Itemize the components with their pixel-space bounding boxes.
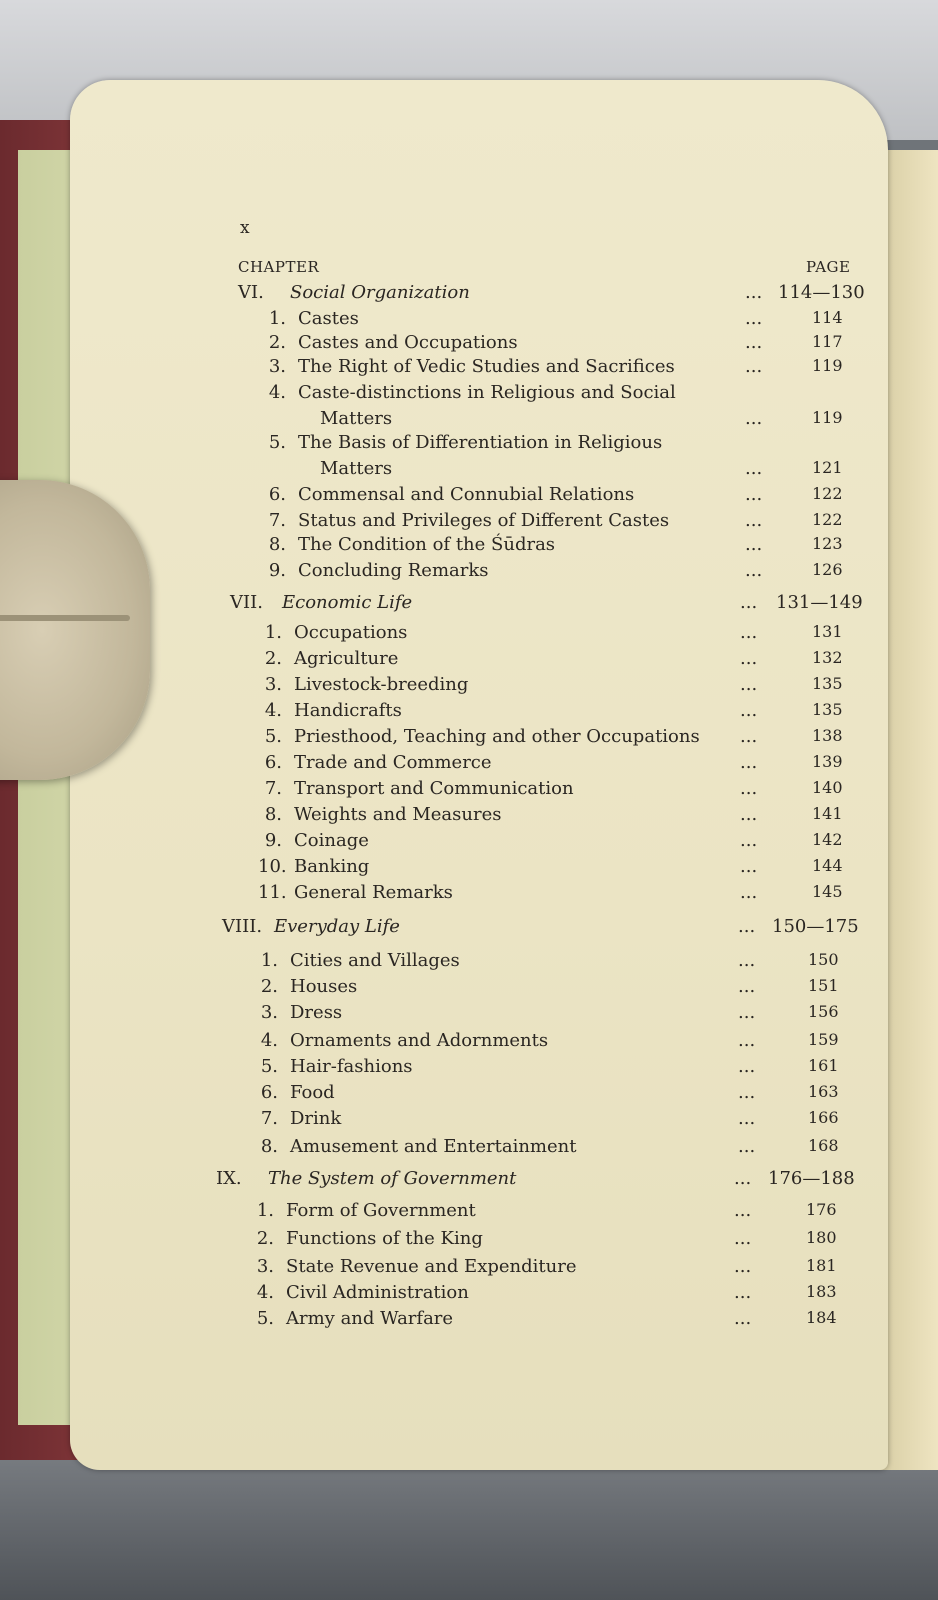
entry-page: 156 xyxy=(808,1002,839,1021)
entry-page: 142 xyxy=(812,830,843,849)
entry-page: 119 xyxy=(812,408,843,427)
entry-page: 166 xyxy=(808,1108,839,1127)
leader-dots: ... xyxy=(745,510,763,531)
entry-title: Concluding Remarks xyxy=(298,560,489,581)
leader-dots: ... xyxy=(740,726,758,747)
entry-number: 10. xyxy=(258,856,287,877)
entry-page: 140 xyxy=(812,778,843,797)
entry-number: 7. xyxy=(264,778,282,799)
chapter-title: Social Organization xyxy=(290,282,470,303)
entry-title: The Basis of Differentiation in Religious xyxy=(298,432,663,453)
entry-number: 2. xyxy=(268,332,286,353)
entry-page: 131 xyxy=(812,622,843,641)
chapter-number: VIII. xyxy=(222,916,263,937)
leader-dots: ... xyxy=(738,1136,756,1157)
entry-page: 145 xyxy=(812,882,843,901)
entry-page: 122 xyxy=(812,484,843,503)
entry-title-continued: Matters xyxy=(320,458,393,479)
entry-number: 3. xyxy=(268,356,286,377)
entry-page: 159 xyxy=(808,1030,839,1049)
page-column-header: PAGE xyxy=(806,258,851,276)
entry-page: 132 xyxy=(812,648,843,667)
entry-number: 11. xyxy=(258,882,287,903)
entry-page: 117 xyxy=(812,332,843,351)
leader-dots: ... xyxy=(740,752,758,773)
entry-page: 141 xyxy=(812,804,843,823)
leader-dots: ... xyxy=(734,1200,752,1221)
entry-number: 1. xyxy=(260,950,278,971)
entry-title: Hair-fashions xyxy=(290,1056,413,1077)
entry-number: 7. xyxy=(268,510,286,531)
leader-dots: ... xyxy=(738,1002,756,1023)
entry-page: 122 xyxy=(812,510,843,529)
leader-dots: ... xyxy=(745,332,763,353)
entry-title: The Condition of the Śūdras xyxy=(298,534,556,555)
chapter-page-range: 114—130 xyxy=(778,282,865,303)
chapter-page-range: 176—188 xyxy=(768,1168,855,1189)
chapter-title: The System of Government xyxy=(268,1168,517,1189)
entry-number: 9. xyxy=(264,830,282,851)
entry-title: Houses xyxy=(290,976,358,997)
entry-title: Drink xyxy=(290,1108,342,1129)
entry-title: Weights and Measures xyxy=(294,804,502,825)
leader-dots: ... xyxy=(740,592,758,613)
chapter-number: VII. xyxy=(230,592,263,613)
entry-page: 135 xyxy=(812,700,843,719)
entry-page: 138 xyxy=(812,726,843,745)
entry-page: 163 xyxy=(808,1082,839,1101)
entry-number: 7. xyxy=(260,1108,278,1129)
entry-title: Priesthood, Teaching and other Occupations xyxy=(294,726,700,747)
leader-dots: ... xyxy=(745,484,763,505)
entry-title: Food xyxy=(290,1082,335,1103)
leader-dots: ... xyxy=(740,700,758,721)
entry-page: 151 xyxy=(808,976,839,995)
entry-number: 4. xyxy=(268,382,286,403)
chapter-page-range: 150—175 xyxy=(772,916,859,937)
entry-number: 5. xyxy=(260,1056,278,1077)
leader-dots: ... xyxy=(740,856,758,877)
entry-number: 2. xyxy=(256,1228,274,1249)
entry-number: 3. xyxy=(256,1256,274,1277)
entry-title: Amusement and Entertainment xyxy=(290,1136,577,1157)
entry-number: 6. xyxy=(268,484,286,505)
entry-page: 150 xyxy=(808,950,839,969)
entry-title: Army and Warfare xyxy=(286,1308,454,1329)
leader-dots: ... xyxy=(740,804,758,825)
page-folio: x xyxy=(240,218,250,238)
entry-number: 8. xyxy=(264,804,282,825)
entry-title: Status and Privileges of Different Castes xyxy=(298,510,670,531)
entry-title: Castes xyxy=(298,308,359,329)
entry-number: 2. xyxy=(260,976,278,997)
leader-dots: ... xyxy=(745,356,763,377)
entry-title: Livestock-breeding xyxy=(294,674,469,695)
entry-title: Occupations xyxy=(294,622,408,643)
leader-dots: ... xyxy=(745,282,763,303)
entry-number: 4. xyxy=(260,1030,278,1051)
entry-page: 123 xyxy=(812,534,843,553)
leader-dots: ... xyxy=(738,1082,756,1103)
entry-number: 9. xyxy=(268,560,286,581)
entry-number: 1. xyxy=(256,1200,274,1221)
entry-page: 135 xyxy=(812,674,843,693)
entry-number: 1. xyxy=(264,622,282,643)
entry-number: 8. xyxy=(260,1136,278,1157)
entry-number: 5. xyxy=(268,432,286,453)
entry-number: 2. xyxy=(264,648,282,669)
holding-thumb xyxy=(0,480,150,780)
entry-title: Trade and Commerce xyxy=(294,752,492,773)
entry-title: Civil Administration xyxy=(286,1282,469,1303)
chapter-number: VI. xyxy=(238,282,264,303)
entry-number: 4. xyxy=(264,700,282,721)
leader-dots: ... xyxy=(740,622,758,643)
entry-title: Form of Government xyxy=(286,1200,476,1221)
leader-dots: ... xyxy=(740,674,758,695)
leader-dots: ... xyxy=(738,1030,756,1051)
leader-dots: ... xyxy=(734,1228,752,1249)
entry-title: Commensal and Connubial Relations xyxy=(298,484,635,505)
entry-title: Castes and Occupations xyxy=(298,332,518,353)
entry-title: Handicrafts xyxy=(294,700,402,721)
entry-number: 1. xyxy=(268,308,286,329)
entry-page: 184 xyxy=(806,1308,837,1327)
leader-dots: ... xyxy=(740,648,758,669)
entry-page: 183 xyxy=(806,1282,837,1301)
leader-dots: ... xyxy=(734,1308,752,1329)
leader-dots: ... xyxy=(738,916,756,937)
entry-title: Agriculture xyxy=(294,648,399,669)
entry-page: 176 xyxy=(806,1200,837,1219)
chapter-column-header: CHAPTER xyxy=(238,258,320,276)
page-edge-right xyxy=(880,150,938,1470)
leader-dots: ... xyxy=(745,458,763,479)
chapter-page-range: 131—149 xyxy=(776,592,863,613)
chapter-number: IX. xyxy=(216,1168,242,1189)
leader-dots: ... xyxy=(734,1256,752,1277)
entry-title: Cities and Villages xyxy=(290,950,460,971)
leader-dots: ... xyxy=(740,830,758,851)
entry-title: Ornaments and Adornments xyxy=(290,1030,549,1051)
entry-number: 5. xyxy=(264,726,282,747)
entry-page: 119 xyxy=(812,356,843,375)
entry-page: 181 xyxy=(806,1256,837,1275)
entry-title-continued: Matters xyxy=(320,408,393,429)
entry-number: 6. xyxy=(260,1082,278,1103)
entry-title: General Remarks xyxy=(294,882,453,903)
entry-title: Caste-distinctions in Religious and Social xyxy=(298,382,676,403)
chapter-title: Economic Life xyxy=(282,592,413,613)
entry-page: 168 xyxy=(808,1136,839,1155)
entry-page: 139 xyxy=(812,752,843,771)
entry-page: 121 xyxy=(812,458,843,477)
leader-dots: ... xyxy=(745,308,763,329)
entry-number: 6. xyxy=(264,752,282,773)
entry-title: Dress xyxy=(290,1002,343,1023)
leader-dots: ... xyxy=(740,882,758,903)
leader-dots: ... xyxy=(738,976,756,997)
leader-dots: ... xyxy=(738,1056,756,1077)
entry-number: 5. xyxy=(256,1308,274,1329)
leader-dots: ... xyxy=(745,534,763,555)
entry-title: Functions of the King xyxy=(286,1228,483,1249)
entry-number: 3. xyxy=(260,1002,278,1023)
entry-page: 161 xyxy=(808,1056,839,1075)
leader-dots: ... xyxy=(740,778,758,799)
leader-dots: ... xyxy=(734,1282,752,1303)
chapter-title: Everyday Life xyxy=(274,916,400,937)
leader-dots: ... xyxy=(738,950,756,971)
leader-dots: ... xyxy=(734,1168,752,1189)
leader-dots: ... xyxy=(745,560,763,581)
entry-number: 4. xyxy=(256,1282,274,1303)
entry-number: 3. xyxy=(264,674,282,695)
entry-title: The Right of Vedic Studies and Sacrifices xyxy=(298,356,675,377)
entry-title: Banking xyxy=(294,856,370,877)
thumb-crease xyxy=(0,615,130,621)
entry-title: Coinage xyxy=(294,830,369,851)
leader-dots: ... xyxy=(738,1108,756,1129)
entry-page: 126 xyxy=(812,560,843,579)
entry-number: 8. xyxy=(268,534,286,555)
entry-page: 180 xyxy=(806,1228,837,1247)
leader-dots: ... xyxy=(745,408,763,429)
entry-title: Transport and Communication xyxy=(294,778,574,799)
entry-page: 114 xyxy=(812,308,843,327)
entry-title: State Revenue and Expenditure xyxy=(286,1256,577,1277)
entry-page: 144 xyxy=(812,856,843,875)
